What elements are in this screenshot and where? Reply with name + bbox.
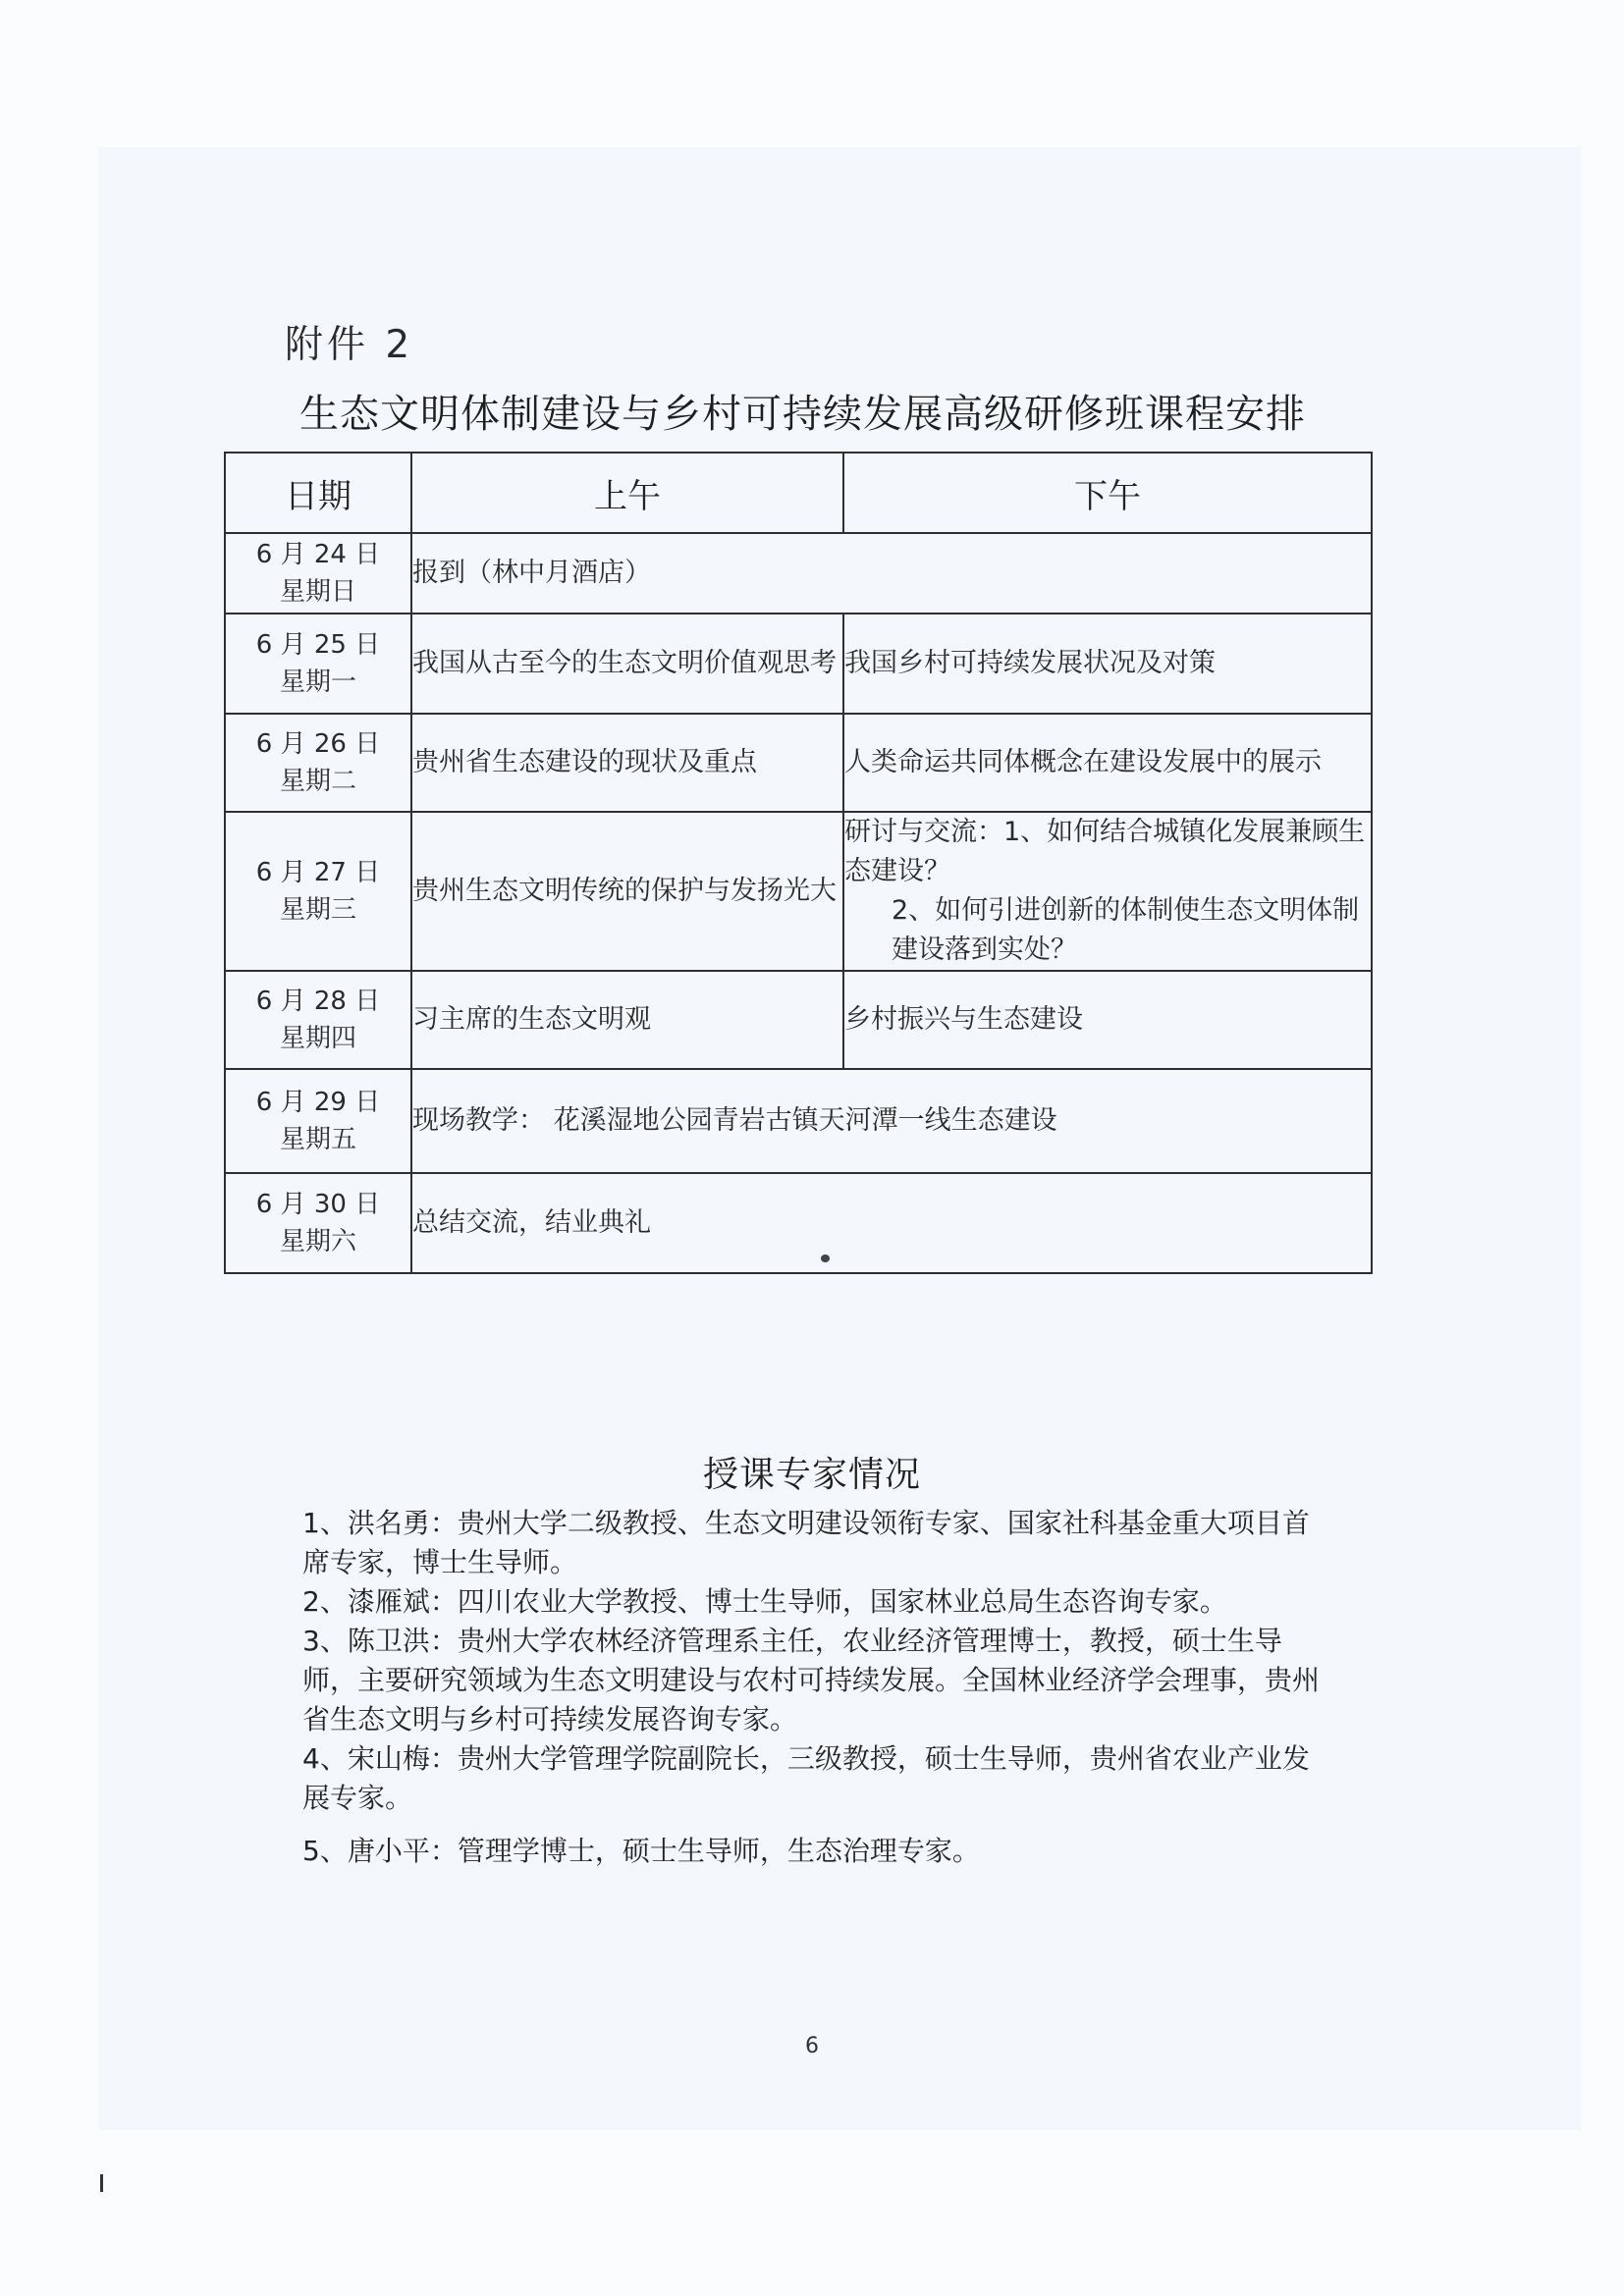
table-row [225,971,1372,1069]
date-cell [225,812,411,971]
date-text: 6 月 24 日 [255,540,381,569]
experts-list [302,1504,1333,1871]
column-header-date: 日期 [225,453,411,533]
weekday-text: 星期三 [279,895,356,925]
table-row [225,1069,1372,1173]
weekday-text: 星期五 [279,1125,356,1154]
pm-cell: 乡村振兴与生态建设 [843,971,1372,1069]
date-text: 6 月 25 日 [255,630,381,660]
am-cell: 贵州省生态建设的现状及重点 [411,714,843,812]
table-row [225,812,1372,971]
date-cell [225,533,411,614]
weekday-text: 星期四 [279,1024,356,1053]
date-cell [225,1069,411,1173]
full-day-cell: 现场教学： 花溪湿地公园青岩古镇天河潭一线生态建设 [411,1069,1372,1173]
date-cell [225,1173,411,1273]
expert-entry: 3、陈卫洪：贵州大学农林经济管理系主任，农业经济管理博士，教授，硕士生导师，主要研究领域为生态文明建设与农村可持续发展。全国林业经济学会理事，贵州省生态文明与乡村可持续发展咨询专家。 [302,1625,1321,1735]
am-cell: 贵州生态文明传统的保护与发扬光大 [411,812,843,971]
table-header-row [225,453,1372,533]
table-row [225,533,1372,614]
full-day-cell: 报到（林中月酒店） [411,533,1372,614]
experts-section-title: 授课专家情况 [702,1455,921,1495]
column-header-am: 上午 [411,453,843,533]
date-cell [225,971,411,1069]
am-cell: 习主席的生态文明观 [411,971,843,1069]
weekday-text: 星期日 [279,577,356,607]
date-text: 6 月 30 日 [255,1190,381,1219]
schedule-table [224,452,1373,1274]
scan-edge-mark [100,2174,103,2192]
scan-speck [821,1255,830,1262]
weekday-text: 星期一 [279,667,356,697]
table-row [225,614,1372,714]
date-text: 6 月 26 日 [255,729,381,759]
discussion-topic-2: 2、如何引进创新的体制使生态文明体制建设落到实处？ [892,895,1360,965]
expert-entry: 4、宋山梅：贵州大学管理学院副院长，三级教授，硕士生导师，贵州省农业产业发展专家。 [302,1742,1310,1814]
weekday-text: 星期二 [279,767,356,796]
date-text: 6 月 29 日 [255,1088,381,1117]
expert-entry: 1、洪名勇：贵州大学二级教授、生态文明建设领衔专家、国家社科基金重大项目首席专家，博士生导师。 [302,1507,1310,1578]
pm-cell: 人类命运共同体概念在建设发展中的展示 [843,714,1372,812]
column-header-pm: 下午 [843,453,1372,533]
expert-entry: 2、漆雁斌：四川农业大学教授、博士生导师，国家林业总局生态咨询专家。 [302,1585,1227,1618]
am-cell: 我国从古至今的生态文明价值观思考 [411,614,843,714]
expert-entry: 5、唐小平：管理学博士，硕士生导师，生态治理专家。 [302,1835,980,1867]
date-cell [225,614,411,714]
full-day-cell: 总结交流，结业典礼 [411,1173,1372,1273]
weekday-text: 星期六 [279,1227,356,1256]
document-title: 生态文明体制建设与乡村可持续发展高级研修班课程安排 [299,392,1306,437]
page-number: 6 [805,2034,819,2058]
table-row [225,1173,1372,1273]
attachment-label: 附件 2 [285,323,414,367]
discussion-topic-1: 研讨与交流：1、如何结合城镇化发展兼顾生态建设？ [844,817,1366,886]
pm-cell [843,812,1372,971]
date-cell [225,714,411,812]
date-text: 6 月 27 日 [255,858,381,887]
table-row [225,714,1372,812]
date-text: 6 月 28 日 [255,987,381,1016]
pm-cell: 我国乡村可持续发展状况及对策 [843,614,1372,714]
